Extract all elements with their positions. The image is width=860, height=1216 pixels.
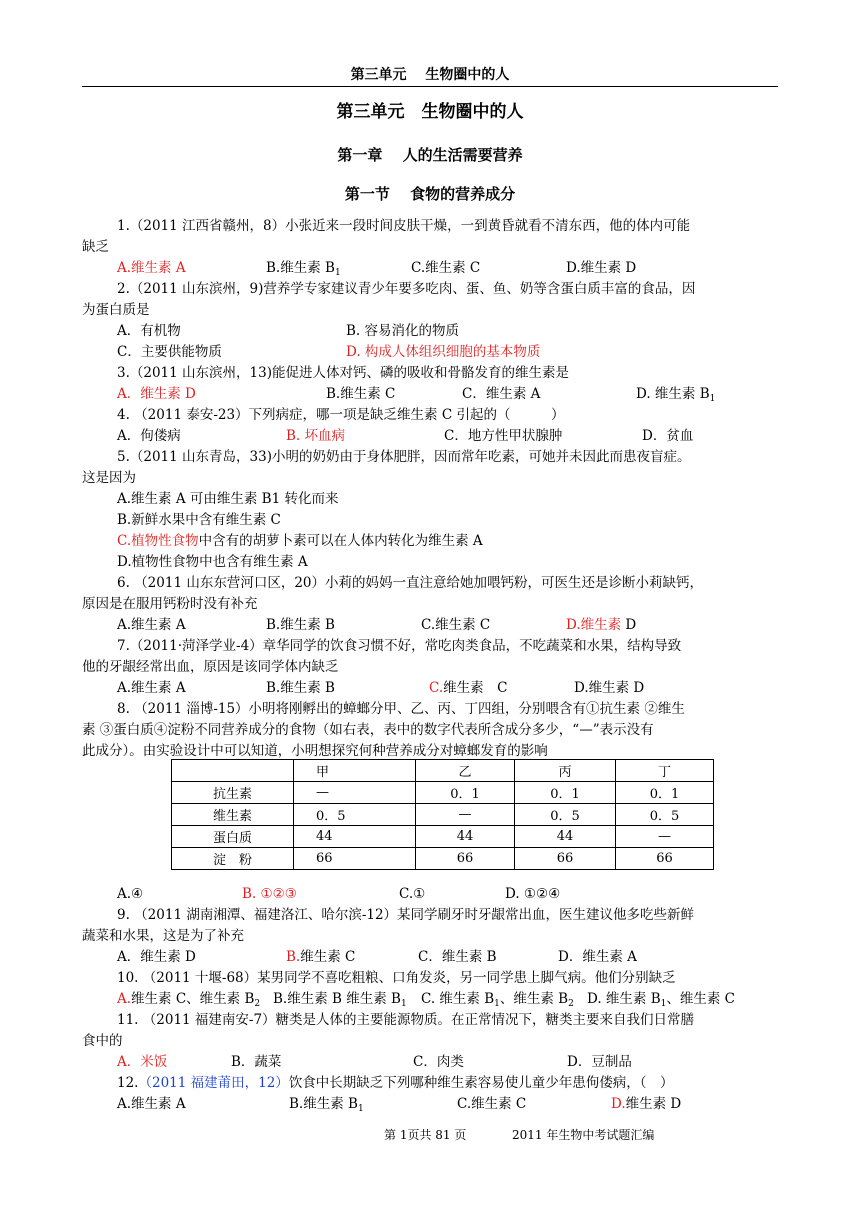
question-5-option-c: C.植物性食物中含有的胡萝卜素可以在人体内转化为维生素 A	[117, 533, 483, 549]
table-cell: 抗生素	[172, 782, 294, 804]
question-5-option-d: D.植物性食物中也含有维生素 A	[117, 554, 308, 570]
question-5-option-a: A.维生素 A 可由维生素 B1 转化而来	[117, 491, 339, 507]
option-d: D. 维生素 $B_1$、维生素 C	[587, 991, 735, 1009]
question-5-stem-cont: 这是因为	[82, 470, 136, 486]
question-9-options	[0, 947, 860, 967]
question-6-options	[0, 615, 860, 635]
question-12-options	[0, 1094, 860, 1114]
question-4-options	[0, 426, 860, 446]
question-9-stem: 9. （2011 湖南湘潭、福建洛江、哈尔滨-12）某同学刷牙时牙龈常出血，医生建议他多吃些新鲜	[117, 907, 695, 923]
option-d: D. 构成人体组织细胞的基本物质	[346, 344, 541, 360]
option-b: B.维生素 B 维生素 $B_1$	[273, 991, 407, 1009]
table-cell: 44	[294, 826, 416, 848]
question-3-stem: 3.（2011 山东滨州，13)能促进人体对钙、磷的吸收和骨骼发育的维生素是	[117, 365, 569, 381]
option-a: A．维生素 D	[117, 949, 196, 965]
question-10-stem: 10. （2011 十堰-68）某男同学不喜吃粗粮、口角发炎，另一同学患上脚气病。他们分别缺乏	[117, 970, 676, 986]
option-c: C. 维生素 $B_1$、维生素 $B_2$	[421, 991, 574, 1009]
table-cell: 66	[616, 848, 714, 870]
header-divider	[82, 86, 778, 87]
option-d: D．贫血	[642, 428, 694, 444]
option-d: D.维生素 D	[574, 680, 645, 696]
option-b: B.维生素 B	[266, 680, 335, 696]
question-11-stem: 11. （2011 福建南安-7）糖类是人体的主要能源物质。在正常情况下，糖类主要来自我们日常膳	[117, 1012, 695, 1028]
table-header-cell: 乙	[416, 760, 515, 782]
question-7-options	[0, 678, 860, 698]
option-c: C．肉类	[413, 1054, 464, 1070]
question-8-stem-cont: 素 ③蛋白质④淀粉不同营养成分的食物（如右表，表中的数字代表所含成分多少，“—”表示没有	[82, 722, 654, 738]
question-9-stem-cont: 蔬菜和水果，这是为了补充	[82, 928, 244, 944]
question-7-stem: 7.（2011·菏泽学业-4）章华同学的饮食习惯不好，常吃肉类食品，不吃蔬菜和水果，结构导致	[117, 638, 682, 654]
option-d: D．维生素 A	[558, 949, 637, 965]
option-d: D．豆制品	[567, 1054, 632, 1070]
table-cell: 0．1	[416, 782, 515, 804]
option-a: A．米饭	[117, 1054, 168, 1070]
table-row	[172, 848, 714, 870]
question-10-options	[0, 989, 860, 1009]
question-11-options	[0, 1052, 860, 1072]
table-header-cell: 丁	[616, 760, 714, 782]
question-1-stem-cont: 缺乏	[82, 239, 109, 255]
chapter-title: 第一章 人的生活需要营养	[337, 146, 523, 164]
option-c: C．地方性甲状腺肿	[444, 428, 563, 444]
option-c: C.维生素 C	[411, 260, 481, 276]
running-header: 第三单元 生物圈中的人	[350, 67, 510, 83]
question-8-stem: 8. （2011 淄博-15）小明将刚孵出的蟑螂分甲、乙、丙、丁四组，分别喂含有①抗生素 ②维生	[117, 701, 685, 717]
table-cell: 0．1	[616, 782, 714, 804]
question-8-stem-cont2: 此成分）。由实验设计中可以知道，小明想探究何种营养成分对蟑螂发育的影响	[82, 743, 548, 759]
option-d: D.维生素 D	[611, 1096, 682, 1112]
option-a: A.维生素 A	[117, 680, 186, 696]
option-c: C.维生素 C	[429, 680, 508, 696]
table-cell: 维生素	[172, 804, 294, 826]
option-b: B. 容易消化的物质	[346, 323, 460, 339]
source-reference: （2011 福建莆田，12）	[138, 1075, 289, 1091]
table-cell: 淀 粉	[172, 848, 294, 870]
nutrient-table	[171, 759, 714, 870]
option-b: B.维生素 $B_1$	[289, 1096, 364, 1114]
option-a: A.④	[117, 886, 144, 902]
table-cell: 44	[515, 826, 616, 848]
table-cell: 0．5	[294, 804, 416, 826]
table-cell: 0．1	[515, 782, 616, 804]
question-1-options	[0, 258, 860, 278]
question-5-stem: 5.（2011 山东青岛，33)小明的奶奶由于身体肥胖，因而常年吃素，可她并未因此而患夜盲症。	[117, 449, 691, 465]
option-c: C.维生素 C	[421, 617, 491, 633]
table-header-cell: 丙	[515, 760, 616, 782]
question-5-option-b: B.新鲜水果中含有维生素 C	[117, 512, 281, 528]
table-cell: —	[294, 782, 416, 804]
table-cell: —	[416, 804, 515, 826]
option-d: D. 维生素 $B_1$	[636, 386, 716, 404]
table-header-row	[172, 760, 714, 782]
option-a: A．有机物	[117, 323, 181, 339]
option-c: C.维生素 C	[457, 1096, 527, 1112]
table-cell: 66	[515, 848, 616, 870]
option-b: B. 坏血病	[286, 428, 346, 444]
option-a: A．佝偻病	[117, 428, 181, 444]
table-header-cell: 甲	[294, 760, 416, 782]
option-b: B.维生素 B	[266, 617, 335, 633]
option-b: B．蔬菜	[231, 1054, 282, 1070]
option-c: C．维生素 B	[418, 949, 497, 965]
question-4-stem: 4. （2011 泰安-23）下列病症，哪一项是缺乏维生素 C 引起的（ ）	[117, 407, 565, 423]
question-2-stem-cont: 为蛋白质是	[82, 302, 150, 318]
option-a: A.维生素 C、维生素 $B_2$	[117, 991, 261, 1009]
question-12-stem: 12.（2011 福建莆田，12）饮食中长期缺乏下列哪种维生素容易使儿童少年患佝偻病，（ ）	[117, 1075, 674, 1091]
option-b: B. ①②③	[242, 886, 297, 902]
option-b: B.维生素 C	[326, 386, 396, 402]
option-c: C.①	[399, 886, 426, 902]
collection-title: 2011 年生物中考试题汇编	[512, 1128, 655, 1142]
option-d: D. ①②④	[505, 886, 561, 902]
table-row	[172, 782, 714, 804]
table-cell: —	[616, 826, 714, 848]
option-d: D.维生素 D	[566, 617, 637, 633]
unit-title: 第三单元 生物圈中的人	[336, 102, 524, 122]
question-2-stem: 2.（2011 山东滨州，9)营养学专家建议青少年要多吃肉、蛋、鱼、奶等含蛋白质丰富的食品，因	[117, 281, 696, 297]
page-footer	[0, 1126, 860, 1146]
option-a: A．维生素 D	[117, 386, 196, 402]
option-b: B.维生素 $B_1$	[266, 260, 341, 278]
table-cell: 66	[416, 848, 515, 870]
option-c: C．维生素 A	[462, 386, 541, 402]
option-d: D.维生素 D	[566, 260, 637, 276]
table-header-cell	[172, 760, 294, 782]
question-6-stem-cont: 原因是在服用钙粉时没有补充	[82, 596, 258, 612]
question-7-stem-cont: 他的牙龈经常出血，原因是该同学体内缺乏	[82, 659, 339, 675]
question-11-stem-cont: 食中的	[82, 1033, 123, 1049]
section-title: 第一节 食物的营养成分	[344, 185, 516, 203]
table-cell: 44	[416, 826, 515, 848]
table-cell: 0．5	[616, 804, 714, 826]
question-1-stem: 1.（2011 江西省赣州，8）小张近来一段时间皮肤干燥，一到黄昏就看不清东西，他的体内可能	[117, 218, 691, 234]
table-cell: 0．5	[515, 804, 616, 826]
question-8-options	[0, 884, 860, 904]
option-a: A.维生素 A	[117, 617, 186, 633]
option-a: A.维生素 A	[117, 260, 186, 276]
question-2-options-row2	[0, 342, 860, 362]
table-cell: 蛋白质	[172, 826, 294, 848]
table-row	[172, 804, 714, 826]
table-row	[172, 826, 714, 848]
page-number: 第 1页共 81 页	[384, 1128, 467, 1142]
option-b: B.维生素 C	[286, 949, 356, 965]
question-3-options	[0, 384, 860, 404]
option-c: C．主要供能物质	[117, 344, 222, 360]
table-cell: 66	[294, 848, 416, 870]
question-2-options-row1	[0, 321, 860, 341]
option-a: A.维生素 A	[117, 1096, 186, 1112]
question-6-stem: 6. （2011 山东东营河口区，20）小莉的妈妈一直注意给她加喂钙粉，可医生还是诊断小莉缺钙，	[117, 575, 703, 591]
